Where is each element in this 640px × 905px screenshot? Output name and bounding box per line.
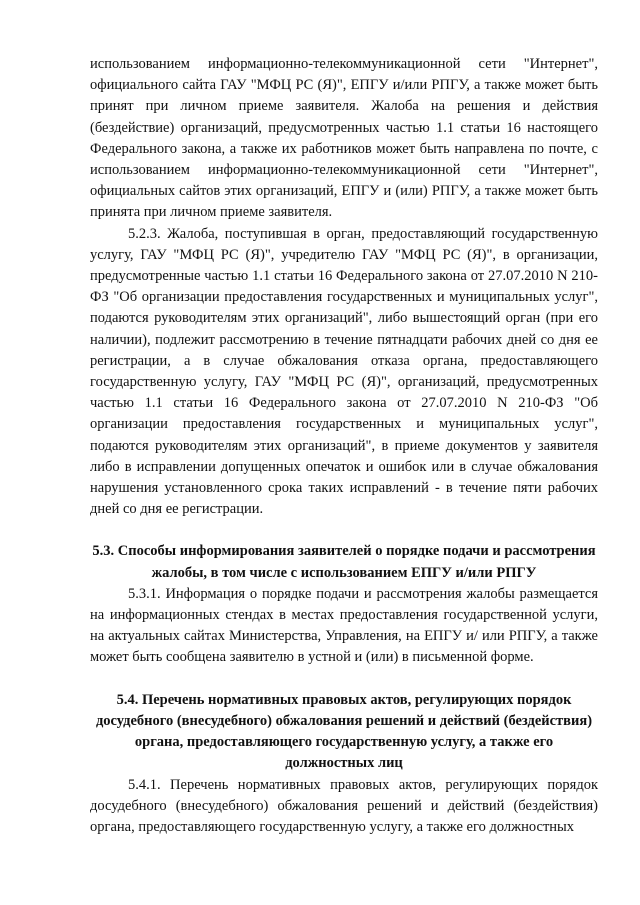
paragraph-5-3-1: 5.3.1. Информация о порядке подачи и рассмотрения жалобы размещается на информационных стендах в местах предоставления государственной услуги, на актуальных сайтах Министерства, Управления, на ЕПГУ и/ или РПГУ, а также может быть сообщена заявителю в устной и (или) в письменной форме. (90, 585, 598, 666)
spacer (90, 669, 598, 690)
spacer (90, 520, 598, 541)
section-heading-5-3: 5.3. Способы информирования заявителей о порядке подачи и рассмотрения жалобы, в том числе с использованием ЕПГУ и/или РПГУ (92, 543, 596, 581)
section-heading-5-4: 5.4. Перечень нормативных правовых актов, регулирующих порядок досудебного (внесудебного) обжалования решений и действий (бездействия) органа, предоставляющего государственную услугу, а также его должностных лиц (95, 691, 593, 772)
paragraph-continuation: использованием информационно-телекоммуникационной сети "Интернет", официального сайта ГАУ "МФЦ РС (Я)", ЕПГУ и/или РПГУ, а также может быть принят при личном приеме заявителя. Жалоба на решения и действия (бездействие) организаций, предусмотренных частью 1.1 статьи 16 настоящего Федерального закона, а также их работников может быть направлена по почте, с использованием информационно-телекоммуникационной сети "Интернет", официальных сайтов этих организаций, ЕПГУ и (или) РПГУ, а также может быть принята при личном приеме заявителя. (90, 56, 598, 221)
paragraph-5-4-1: 5.4.1. Перечень нормативных правовых актов, регулирующих порядок досудебного (внесудебного) обжалования решений и действий (бездействия) органа, предоставляющего государственную услугу, а также его должностных (90, 776, 598, 835)
document-page (90, 54, 598, 838)
paragraph-5-2-3: 5.2.3. Жалоба, поступившая в орган, предоставляющий государственную услугу, ГАУ "МФЦ РС (Я)", учредителю ГАУ "МФЦ РС (Я)", в организации, предусмотренные частью 1.1 статьи 16 Федерального закона от 27.07.2010 N 210-ФЗ "Об организации предоставления государственных и муниципальных услуг", подаются руководителям этих организаций", либо вышестоящий орган (при его наличии), подлежит рассмотрению в течение пятнадцати рабочих дней со дня ее регистрации, а в случае обжалования отказа органа, предоставляющего государственную услугу, ГАУ "МФЦ РС (Я)", организаций, предусмотренных частью 1.1 статьи 16 Федерального закона от 27.07.2010 N 210-ФЗ "Об организации предоставления государственных и муниципальных услуг", подаются руководителям этих организаций", в приеме документов у заявителя либо в исправлении допущенных опечаток и ошибок или в случае обжалования нарушения установленного срока таких исправлений - в течение пяти рабочих дней со дня ее регистрации. (90, 225, 598, 518)
